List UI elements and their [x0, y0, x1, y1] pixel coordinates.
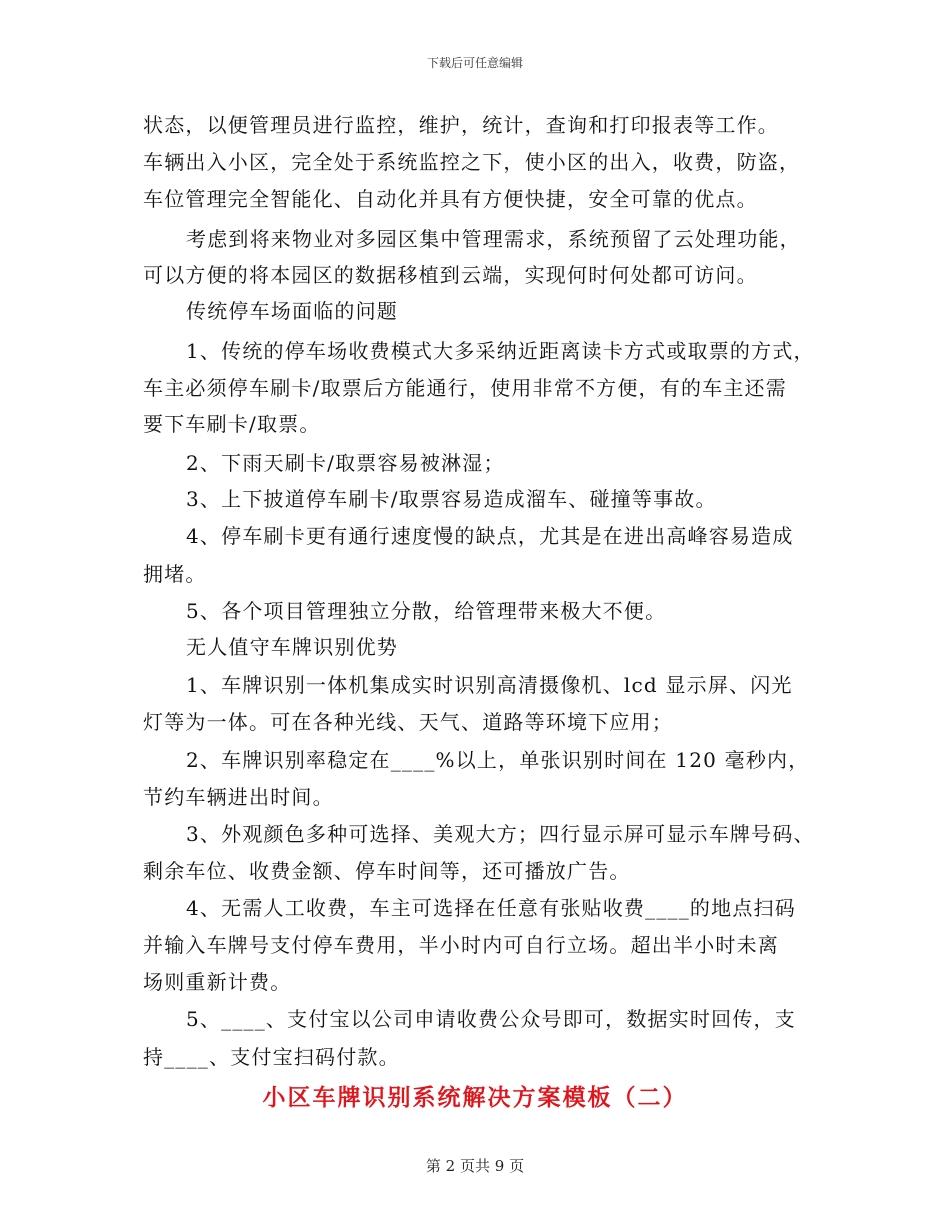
subheading: 传统停车场面临的问题 [186, 299, 398, 323]
body-line: 剩余车位、收费金额、停车时间等，还可播放广告。 [143, 859, 631, 883]
section-title: 小区车牌识别系统解决方案模板（二） [262, 1084, 688, 1111]
body-line: 灯等为一体。可在各种光线、天气、道路等环境下应用； [143, 710, 673, 734]
body-line: 车主必须停车刷卡/取票后方能通行，使用非常不方便，有的车主还需 [143, 376, 787, 400]
list-item: 2、车牌识别率稳定在____%以上，单张识别时间在 120 毫秒内， [186, 748, 810, 772]
body-line: 拥堵。 [143, 562, 207, 586]
list-item: 4、无需人工收费，车主可选择在任意有张贴收费____的地点扫码 [186, 896, 796, 920]
header-note: 下载后可任意编辑 [426, 56, 523, 70]
body-line: 状态，以便管理员进行监控，维护，统计，查询和打印报表等工作。 [143, 113, 779, 137]
list-item: 3、上下披道停车刷卡/取票容易造成溜车、碰撞等事故。 [186, 487, 717, 511]
body-line: 场则重新计费。 [143, 970, 292, 994]
body-line: 车位管理完全智能化、自动化并具有方便快捷，安全可靠的优点。 [143, 187, 758, 211]
body-line: 考虑到将来物业对多园区集中管理需求，系统预留了云处理功能， [186, 227, 801, 251]
list-item: 4、停车刷卡更有通行速度慢的缺点，尤其是在进出高峰容易造成 [186, 524, 794, 548]
list-item: 3、外观颜色多种可选择、美观大方；四行显示屏可显示车牌号码、 [186, 822, 815, 846]
subheading: 无人值守车牌识别优势 [186, 635, 398, 659]
body-line: 并输入车牌号支付停车费用，半小时内可自行立场。超出半小时未离 [143, 933, 779, 957]
list-item: 5、各个项目管理独立分散，给管理带来极大不便。 [186, 599, 667, 623]
list-item: 5、____、支付宝以公司申请收费公众号即可，数据实时回传，支 [186, 1007, 796, 1031]
body-line: 车辆出入小区，完全处于系统监控之下，使小区的出入，收费，防盗， [143, 150, 801, 174]
list-item: 2、下雨天刷卡/取票容易被淋湿； [186, 451, 505, 475]
body-line: 可以方便的将本园区的数据移植到云端，实现何时何处都可访问。 [143, 263, 758, 287]
list-item: 1、车牌识别一体机集成实时识别高清摄像机、lcd 显示屏、闪光 [186, 673, 793, 697]
body-line: 持____、支付宝扫码付款。 [143, 1045, 400, 1069]
body-line: 节约车辆进出时间。 [143, 785, 334, 809]
body-line: 要下车刷卡/取票。 [143, 412, 321, 436]
list-item: 1、传统的停车场收费模式大多采纳近距离读卡方式或取票的方式， [186, 339, 815, 363]
page-number: 第 2 页共 9 页 [425, 1157, 525, 1175]
